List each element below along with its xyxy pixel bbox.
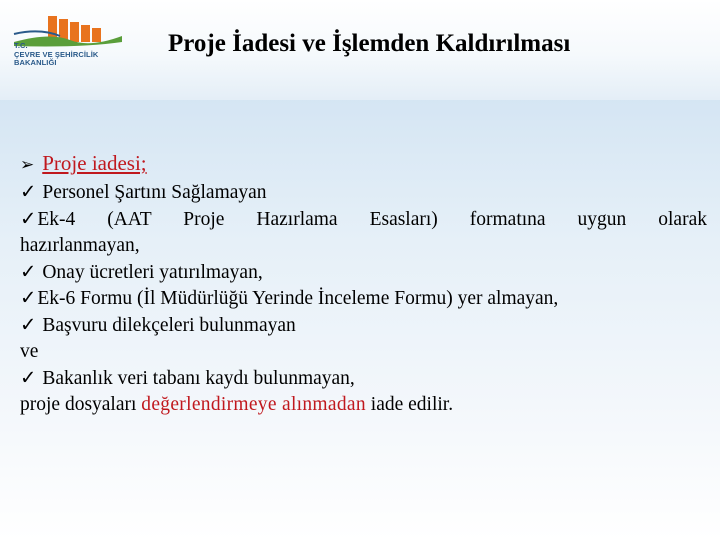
list-item	[20, 207, 707, 234]
check-icon: ✓	[20, 182, 37, 203]
logo-text	[14, 42, 126, 68]
section-heading: Proje iadesi;	[42, 151, 147, 175]
list-item	[20, 313, 707, 340]
list-item-text: Personel Şartını Sağlamayan	[42, 182, 267, 203]
closing-text-end: iade edilir.	[365, 394, 454, 415]
page-title: Proje İadesi ve İşlemden Kaldırılması	[168, 30, 571, 57]
list-item-text: Başvuru dilekçeleri bulunmayan	[42, 314, 296, 336]
heading-line	[20, 148, 707, 180]
list-item-continuation: hazırlanmayan,	[20, 235, 140, 256]
check-icon: ✓	[20, 261, 37, 283]
check-icon: ✓	[20, 288, 37, 309]
list-item	[20, 180, 707, 207]
slide-content	[20, 148, 707, 419]
list-item-text: Ek-6 Formu (İl Müdürlüğü Yerinde İnceleme Formu) yer almayan,	[37, 288, 559, 309]
logo-line-3: BAKANLIĞI	[14, 58, 57, 67]
check-icon: ✓	[20, 208, 37, 230]
list-item	[20, 286, 707, 313]
closing-sentence	[20, 392, 707, 419]
logo-line-2: ÇEVRE VE ŞEHİRCİLİK	[14, 49, 99, 59]
conjunction-text: ve	[20, 341, 39, 362]
list-item	[20, 366, 707, 393]
closing-text-start: proje dosyaları	[20, 394, 142, 415]
arrow-bullet-icon: ➢	[20, 155, 35, 174]
check-icon: ✓	[20, 314, 37, 336]
closing-highlight: değerlendirmeye alınmadan	[141, 394, 366, 415]
logo-line-1: T.C.	[14, 41, 28, 50]
list-item-text: Ek-4 (AAT Proje Hazırlama Esasları) formatına uygun olarak	[37, 208, 707, 230]
list-item	[20, 260, 707, 287]
list-item-text: Onay ücretleri yatırılmayan,	[42, 261, 263, 283]
check-icon: ✓	[20, 367, 37, 389]
list-item-text: Bakanlık veri tabanı kaydı bulunmayan,	[42, 367, 355, 389]
